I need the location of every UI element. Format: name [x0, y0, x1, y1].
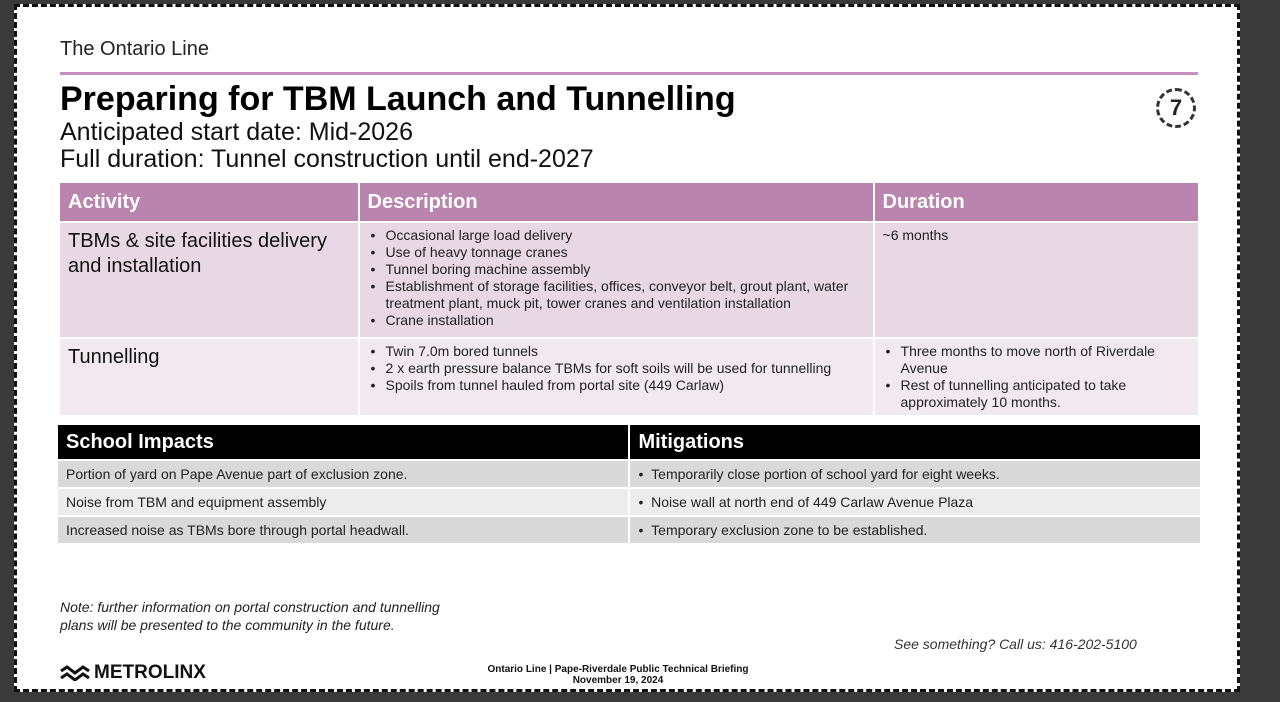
duration-cell — [874, 338, 1199, 416]
school-impacts-table — [58, 425, 1202, 543]
table-row — [58, 460, 1201, 488]
metrolinx-logo — [60, 662, 206, 684]
mitigation-text: Noise wall at north end of 449 Carlaw Avenue Plaza — [651, 494, 974, 510]
list-item: • Use of heavy tonnage cranes — [368, 244, 865, 261]
mitigation-text: Temporary exclusion zone to be established. — [651, 522, 928, 538]
list-item: • Occasional large load delivery — [368, 227, 865, 244]
list-item: • Crane installation — [368, 312, 865, 329]
list-item: • 2 x earth pressure balance TBMs for soft soils will be used for tunnelling — [368, 360, 865, 377]
header-rule — [60, 72, 1198, 75]
description-cell — [359, 222, 874, 338]
footnote-line: Note: further information on portal construction and tunnelling — [60, 599, 440, 615]
footer-briefing — [458, 664, 778, 686]
list-item: • Twin 7.0m bored tunnels — [368, 343, 865, 360]
list-item: • Establishment of storage facilities, offices, conveyor belt, grout plant, water treatment plant, muck pit, tower cranes and ventilation installation — [368, 278, 865, 312]
duration-header: Duration — [874, 182, 1199, 222]
mitigation-text: Temporarily close portion of school yard for eight weeks. — [651, 466, 1000, 482]
activity-header: Activity — [59, 182, 359, 222]
slide — [18, 8, 1236, 688]
impacts-header: School Impacts — [58, 425, 629, 460]
metrolinx-wave-icon — [60, 665, 90, 681]
description-header: Description — [359, 182, 874, 222]
footnote — [60, 598, 440, 634]
briefing-line: Ontario Line | Pape-Riverdale Public Technical Briefing — [487, 664, 749, 675]
full-duration: Full duration: Tunnel construction until end-2027 — [60, 145, 594, 173]
logo-text: METROLINX — [94, 662, 206, 683]
page-title: Preparing for TBM Launch and Tunnelling — [60, 80, 736, 118]
activity-cell: TBMs & site facilities delivery and installation — [59, 222, 359, 338]
impact-cell: Increased noise as TBMs bore through portal headwall. — [58, 516, 629, 543]
description-cell — [359, 338, 874, 416]
table-row — [59, 222, 1199, 338]
table-row — [59, 338, 1199, 416]
start-date: Anticipated start date: Mid-2026 — [60, 118, 413, 146]
mitigation-cell: • Temporary exclusion zone to be established. — [629, 516, 1201, 543]
activity-cell: Tunnelling — [59, 338, 359, 416]
list-item: • Three months to move north of Riverdale Avenue — [883, 343, 1190, 377]
mitigation-cell: • Temporarily close portion of school yard for eight weeks. — [629, 460, 1201, 488]
table-row — [58, 516, 1201, 543]
mitigation-cell: • Noise wall at north end of 449 Carlaw Avenue Plaza — [629, 488, 1201, 516]
list-item: • Tunnel boring machine assembly — [368, 261, 865, 278]
footnote-line: plans will be presented to the community in the future. — [60, 617, 395, 633]
briefing-date: November 19, 2024 — [572, 675, 664, 686]
call-us-text: See something? Call us: 416-202-5100 — [894, 636, 1137, 652]
activity-table — [58, 181, 1200, 417]
brand-title: The Ontario Line — [60, 38, 209, 60]
impact-cell: Noise from TBM and equipment assembly — [58, 488, 629, 516]
mitigations-header: Mitigations — [629, 425, 1201, 460]
impact-cell: Portion of yard on Pape Avenue part of exclusion zone. — [58, 460, 629, 488]
table-row — [58, 488, 1201, 516]
slide-number-badge: 7 — [1156, 88, 1196, 128]
list-item: • Rest of tunnelling anticipated to take approximately 10 months. — [883, 377, 1190, 411]
duration-cell: ~6 months — [874, 222, 1199, 338]
list-item: • Spoils from tunnel hauled from portal site (449 Carlaw) — [368, 377, 865, 394]
